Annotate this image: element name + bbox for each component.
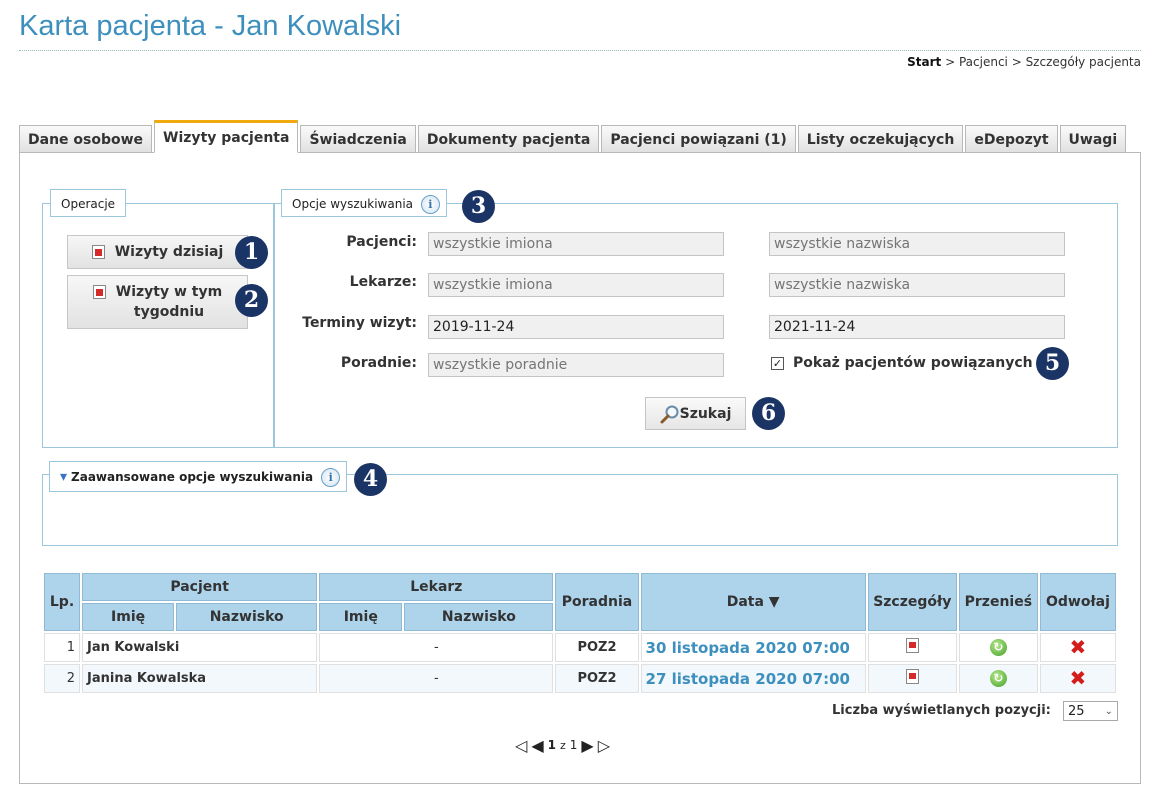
visit-date-link[interactable]: 30 listopada 2020 07:00 [645,638,850,657]
page-of-label: z [559,738,566,752]
show-related-label[interactable]: Pokaż pacjentów powiązanych [793,355,1033,371]
next-page-icon[interactable]: ▶ [581,735,594,755]
info-icon[interactable]: i [321,468,340,487]
doctors-last-name-input[interactable] [769,273,1065,297]
breadcrumb-patients[interactable]: Pacjenci [958,55,1008,69]
visits-table [42,571,1118,695]
column-header-move: Przenieś [959,573,1038,631]
details-icon[interactable] [906,669,919,684]
row-clinic: POZ2 [555,664,638,693]
advanced-search-title: Zaawansowane opcje wyszukiwania [71,470,314,484]
row-move [959,664,1038,693]
row-clinic: POZ2 [555,633,638,662]
tab-patient-visits[interactable]: Wizyty pacjenta [154,120,298,153]
table-row [44,664,1116,693]
clinics-input[interactable] [428,353,724,377]
calendar-icon [93,285,106,299]
title-divider [19,50,1141,51]
tab-patient-documents[interactable]: Dokumenty pacjenta [418,125,599,153]
pagination [515,734,610,756]
cancel-visit-icon[interactable]: ✖ [1069,666,1087,690]
breadcrumb-current: Szczegóły pacjenta [1025,55,1141,69]
operations-legend: Operacje [50,189,126,217]
callout-badge-5: 5 [1036,347,1069,380]
move-visit-icon[interactable]: ↻ [990,639,1007,656]
row-patient: Jan Kowalski [82,633,317,662]
patients-last-name-input[interactable] [769,232,1065,256]
tab-personal-data[interactable]: Dane osobowe [19,125,152,153]
visit-dates-label: Terminy wizyt: [302,315,417,331]
tab-bar [19,120,1128,153]
search-button-label: Szukaj [679,405,732,422]
doctors-label: Lekarze: [349,274,417,290]
calendar-icon [92,245,105,259]
breadcrumb-separator: > [941,55,959,69]
search-options-legend [281,189,447,217]
info-icon[interactable]: i [421,195,440,214]
callout-badge-1: 1 [235,236,268,269]
row-cancel [1040,633,1116,662]
first-page-icon[interactable]: ◁ [515,735,528,755]
row-cancel [1040,664,1116,693]
magnifier-icon [660,404,680,424]
clinics-label: Poradnie: [340,355,417,371]
column-header-doctor-last: Nazwisko [404,603,553,631]
column-header-cancel: Odwołaj [1040,573,1116,631]
search-options-title: Opcje wyszukiwania [292,197,414,211]
date-from-input[interactable] [428,315,724,339]
per-page-label: Liczba wyświetlanych pozycji: [832,703,1051,718]
tab-related-patients[interactable]: Pacjenci powiązani (1) [601,125,795,153]
visits-today-button[interactable] [67,235,248,269]
column-header-patient-last: Nazwisko [176,603,317,631]
visits-this-week-label-line1: Wizyty w tym [115,284,223,300]
tab-edepozyt[interactable]: eDepozyt [965,125,1057,153]
row-details [868,664,957,693]
column-header-details: Szczegóły [868,573,957,631]
callout-badge-4: 4 [354,463,387,496]
tab-services[interactable]: Świadczenia [300,125,415,153]
chevron-down-icon: ⌄ [1104,705,1113,717]
prev-page-icon[interactable]: ◀ [531,735,544,755]
move-visit-icon[interactable]: ↻ [990,670,1007,687]
callout-badge-3: 3 [462,190,495,223]
per-page-value: 25 [1068,703,1085,719]
column-header-clinic: Poradnia [555,573,638,631]
column-header-doctor: Lekarz [319,573,553,601]
row-date [641,664,866,693]
visits-this-week-label-line2: tygodniu [133,304,205,320]
tab-waiting-lists[interactable]: Listy oczekujących [798,125,964,153]
column-header-patient: Pacjent [82,573,317,601]
last-page-icon[interactable]: ▷ [597,735,611,755]
expand-chevron-icon: ▾ [60,469,68,485]
column-header-date[interactable]: Data ▼ [641,573,866,631]
callout-badge-6: 6 [752,397,785,430]
row-doctor: - [319,664,553,693]
breadcrumb-start[interactable]: Start [907,55,942,69]
date-to-input[interactable] [769,315,1065,339]
row-lp: 1 [44,633,80,662]
column-header-patient-first: Imię [82,603,174,631]
per-page-select[interactable] [1063,701,1118,721]
total-pages: 1 [569,738,578,752]
row-date [641,633,866,662]
details-icon[interactable] [906,638,919,653]
advanced-search-toggle[interactable] [49,461,347,492]
row-doctor: - [319,633,553,662]
tab-notes[interactable]: Uwagi [1060,125,1127,153]
visits-this-week-button[interactable] [67,275,248,329]
patients-label: Pacjenci: [346,234,417,250]
row-patient: Janina Kowalska [82,664,317,693]
doctors-first-name-input[interactable] [428,273,724,297]
breadcrumb [907,55,1141,69]
row-details [868,633,957,662]
show-related-checkbox[interactable]: ✓ [772,357,783,370]
patients-first-name-input[interactable] [428,232,724,256]
search-button[interactable] [645,397,746,430]
row-lp: 2 [44,664,80,693]
page-title: Karta pacjenta - Jan Kowalski [19,10,402,42]
visits-today-label: Wizyty dzisiaj [114,244,224,260]
column-header-lp: Lp. [44,573,80,631]
row-move [959,633,1038,662]
table-row [44,633,1116,662]
current-page: 1 [547,738,556,752]
breadcrumb-separator: > [1007,55,1026,69]
cancel-visit-icon[interactable]: ✖ [1069,635,1087,659]
callout-badge-2: 2 [235,284,268,317]
visit-date-link[interactable]: 27 listopada 2020 07:00 [645,669,850,688]
column-header-doctor-first: Imię [319,603,402,631]
